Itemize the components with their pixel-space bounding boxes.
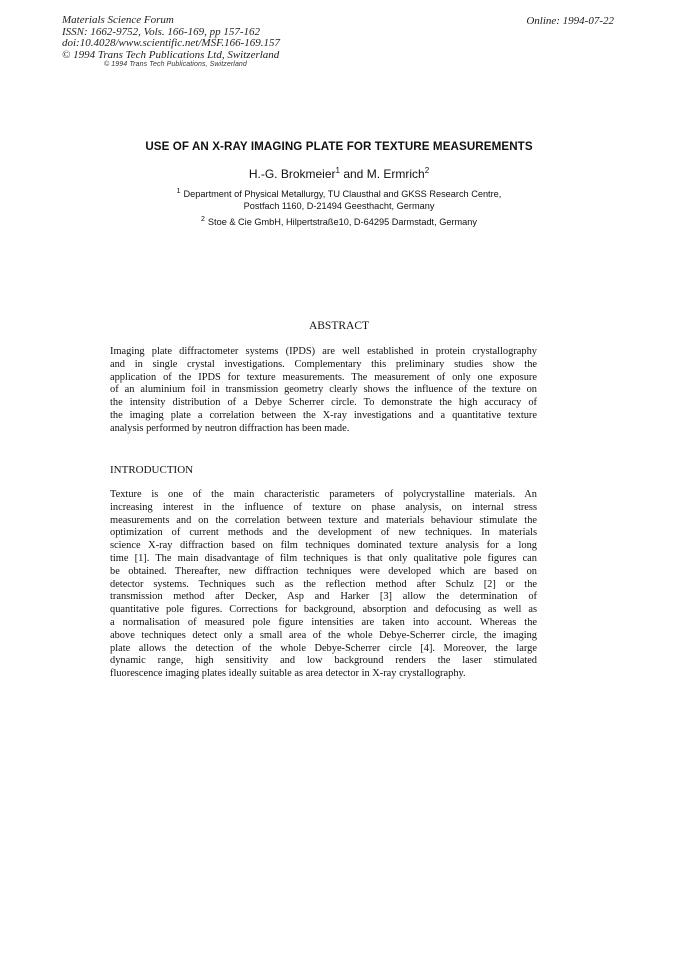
abstract-line: application of the IPDS for texture measurements. The measurement of only one exposure [110, 371, 537, 383]
introduction-line: dynamic range, high sensitivity and low background renders the laser stimulated [110, 655, 537, 667]
author-conjunction: and [343, 167, 364, 181]
doi-line[interactable]: doi:10.4028/www.scientific.net/MSF.166-169.157 [62, 37, 281, 49]
introduction-line: science X-ray diffraction based on film techniques dominated texture analysis for a long [110, 540, 537, 552]
introduction-line: transmission method after Decker, Asp and Harker [3] allow the determination of [110, 591, 537, 603]
author-1-affiliation-mark: 1 [335, 166, 340, 175]
author-2: M. Ermrich [366, 167, 425, 181]
introduction-line: a normalisation of measured pole figure intensities are taken into account. Whereas the [110, 616, 537, 628]
journal-header [62, 15, 280, 61]
issn-line: ISSN: 1662-9752, Vols. 166-169, pp 157-162 [62, 25, 260, 38]
online-date: Online: 1994-07-22 [526, 15, 614, 27]
abstract-line: Imaging plate diffractometer systems (IPDS) are well established in protein crystallography [110, 346, 537, 357]
introduction-line: measurements and on the correlation between texture and materials behaviour stimulate the [110, 514, 537, 526]
copyright-line: © 1994 Trans Tech Publications Ltd, Switzerland [62, 48, 280, 61]
affiliation-1-line-2: Postfach 1160, D-21494 Geesthacht, Germany [243, 201, 435, 211]
introduction-line: be obtained. Thereafter, new diffraction techniques were developed which are based on [110, 565, 537, 577]
introduction-line: optimization of current methods and the development of new techniques. In materials [110, 527, 537, 539]
abstract-line: of an aluminium foil in transmission geometry clearly shows the influence of the texture on [110, 384, 537, 396]
introduction-line: Texture is one of the main characteristic parameters of polycrystalline materials. An [110, 489, 537, 500]
paper-title: USE OF AN X-RAY IMAGING PLATE FOR TEXTURE MEASUREMENTS [145, 140, 533, 153]
publisher-stamp: © 1994 Trans Tech Publications, Switzerland [104, 61, 247, 68]
journal-name: Materials Science Forum [62, 14, 174, 26]
abstract-heading: ABSTRACT [308, 320, 370, 332]
affiliation-2-line-1: Stoe & Cie GmbH, Hilpertstraße10, D-64295 Darmstadt, Germany [207, 217, 477, 227]
affiliation-2-mark: 2 [201, 216, 205, 223]
abstract-line: the intensity distribution of a Debye Scherrer circle. To demonstrate the high accuracy of [110, 397, 537, 409]
introduction-line: detector systems. Techniques such as the reflection method after Schulz [2] or the [110, 578, 537, 590]
introduction-line: above techniques detect only a small area of the whole Debye-Scherrer circle, the imaging [110, 629, 537, 641]
abstract-line: the imaging plate a correlation between the X-ray investigations and a quantitative texture [110, 409, 537, 421]
affiliation-1-line-1: Department of Physical Metallurgy, TU Clausthal and GKSS Research Centre, [183, 189, 502, 199]
affiliation-2 [0, 216, 678, 228]
abstract-body [110, 346, 537, 436]
author-1: H.-G. Brokmeier [248, 167, 336, 181]
affiliation-1-mark: 1 [176, 188, 181, 195]
introduction-line: plate allows the detection of the whole Debye-Scherrer circle [4]. Moreover, the large [110, 642, 537, 654]
introduction-line: quantitative pole figures. Corrections for background, absorption and defocusing as well as [110, 604, 537, 616]
author-2-affiliation-mark: 2 [424, 166, 430, 175]
introduction-line: increasing interest in the influence of texture on phase analysis, on internal stress [110, 501, 537, 513]
abstract-line: and in single crystal investigations. Complementary this preliminary studies show the [110, 358, 537, 370]
author-line [0, 167, 678, 181]
introduction-line: time [1]. The main disadvantage of film techniques is that only qualitative pole figures can [110, 552, 537, 564]
abstract-line: analysis performed by neutron diffraction has been made. [110, 422, 350, 434]
introduction-heading: INTRODUCTION [110, 464, 194, 476]
introduction-line: fluorescence imaging plates ideally suitable as area detector in X-ray crystallography. [110, 668, 466, 680]
affiliation-1 [0, 188, 678, 212]
introduction-body [110, 489, 537, 681]
